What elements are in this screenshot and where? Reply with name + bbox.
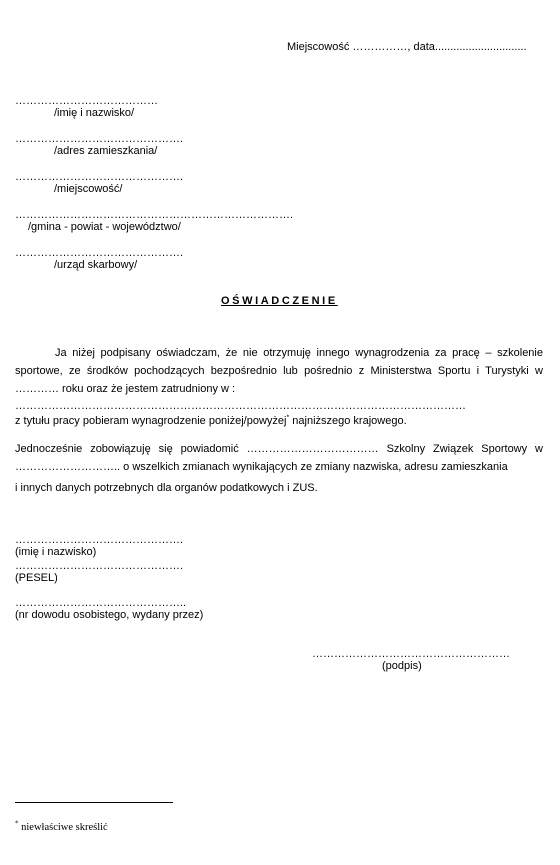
district-dots: ………………………………………………………………….: [15, 209, 294, 221]
address-dots: ……………………………………….: [15, 133, 184, 145]
salary-statement-end: najniższego krajowego.: [289, 415, 407, 427]
id-card-dots: ………………………………………..: [15, 597, 187, 609]
salary-statement: [15, 415, 407, 427]
pesel-label: (PESEL): [15, 572, 58, 584]
tax-office-label: /urząd skarbowy/: [54, 259, 138, 271]
pesel-dots: ……………………………………….: [15, 560, 184, 572]
tax-zus-line: i innych danych potrzebnych dla organów podatkowych i ZUS.: [15, 482, 318, 494]
address-label: /adres zamieszkania/: [54, 145, 158, 157]
footnote-marker: *: [286, 414, 290, 422]
name-dots: …………………………………: [15, 95, 158, 107]
footnote: [15, 819, 108, 833]
signature-label: (podpis): [382, 660, 422, 672]
salary-statement-text: z tytułu pracy pobieram wynagrodzenie poniżej/powyżej: [15, 415, 287, 427]
footnote-text: niewłaściwe skreślić: [18, 822, 108, 833]
name-label: /imię i nazwisko/: [54, 107, 135, 119]
employer-dots: ……………………………………………………………………………………………………………: [15, 400, 466, 412]
place-date-line: Miejscowość ……………, data..............................: [287, 41, 527, 53]
declaration-paragraph: Ja niżej podpisany oświadczam, że nie otrzymuję innego wynagrodzenia za pracę – szkolenie sportowe, ze środków pochodzących bezpośrednio lub pośrednio z Ministerstwa Sportu i Turystyki w ………… roku oraz że jestem zatrudniony w :: [15, 347, 543, 395]
footnote-divider: [15, 802, 173, 803]
city-label: /miejscowość/: [54, 183, 123, 195]
notification-paragraph: Jednocześnie zobowiązuję się powiadomić ……………………………… Szkolny Związek Sportowy w ……………………….. o wszelkich zmianach wynikających ze zmiany nazwiska, adresu zamieszkania: [15, 443, 543, 473]
tax-office-dots: ……………………………………….: [15, 247, 184, 259]
document-title: OŚWIADCZENIE: [221, 295, 338, 307]
district-label: /gmina - powiat - województwo/: [28, 221, 181, 233]
signature-dots: ………………………………………………: [312, 648, 510, 660]
signer-name-label: (imię i nazwisko): [15, 546, 97, 558]
signer-name-dots: ……………………………………….: [15, 534, 184, 546]
footnote-mark: *: [15, 819, 19, 828]
city-dots: ……………………………………….: [15, 171, 184, 183]
id-card-label: (nr dowodu osobistego, wydany przez): [15, 609, 204, 621]
